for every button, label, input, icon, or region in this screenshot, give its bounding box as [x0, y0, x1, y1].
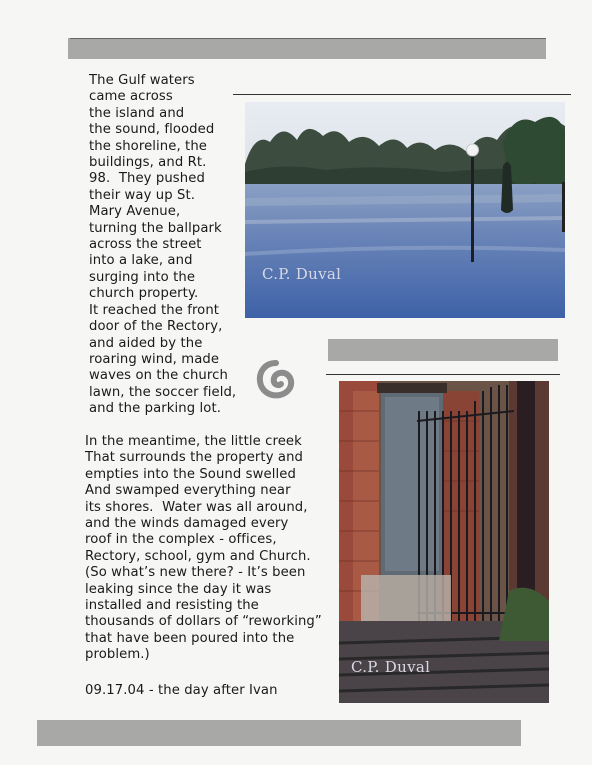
flooded-gate-image	[339, 381, 549, 703]
bottom-photo-rule	[326, 374, 560, 375]
top-photo-rule	[233, 94, 571, 95]
date-caption: 09.17.04 - the day after Ivan	[85, 683, 278, 698]
bottom-photo-credit: C.P. Duval	[351, 658, 431, 676]
flood-paragraph: The Gulf waters came across the island and the sound, flooded the shoreline, the buildings, and Rt. 98. They pushed their way up St. Mary Avenue, turning the ballpark across the street into a lake, and surging into the church property. It reached the front door of the Rectory, and aided by the roaring wind, made waves on the church lawn, the soccer field, and the parking lot.	[89, 73, 237, 417]
flooded-gate-photo	[339, 381, 549, 703]
bottom-footer-bar	[37, 720, 521, 746]
swirl-ornament-icon	[254, 357, 298, 401]
mid-header-bar	[328, 339, 558, 361]
flooded-ballpark-image	[245, 102, 565, 318]
top-photo-credit: C.P. Duval	[262, 265, 342, 283]
damage-paragraph: In the meantime, the little creek That surrounds the property and empties into the Sound swelled And swamped everything near its shores. Water was all around, and the winds damaged every roof in the complex - offices, Rectory, school, gym and Church. (So what’s new there? - It’s been leaking since the day it was installed and resisting the thousands of dollars of “reworking” that have been poured into the problem.)	[85, 434, 322, 663]
top-rule	[70, 38, 546, 39]
flooded-ballpark-photo	[245, 102, 565, 318]
top-header-bar	[68, 38, 546, 59]
